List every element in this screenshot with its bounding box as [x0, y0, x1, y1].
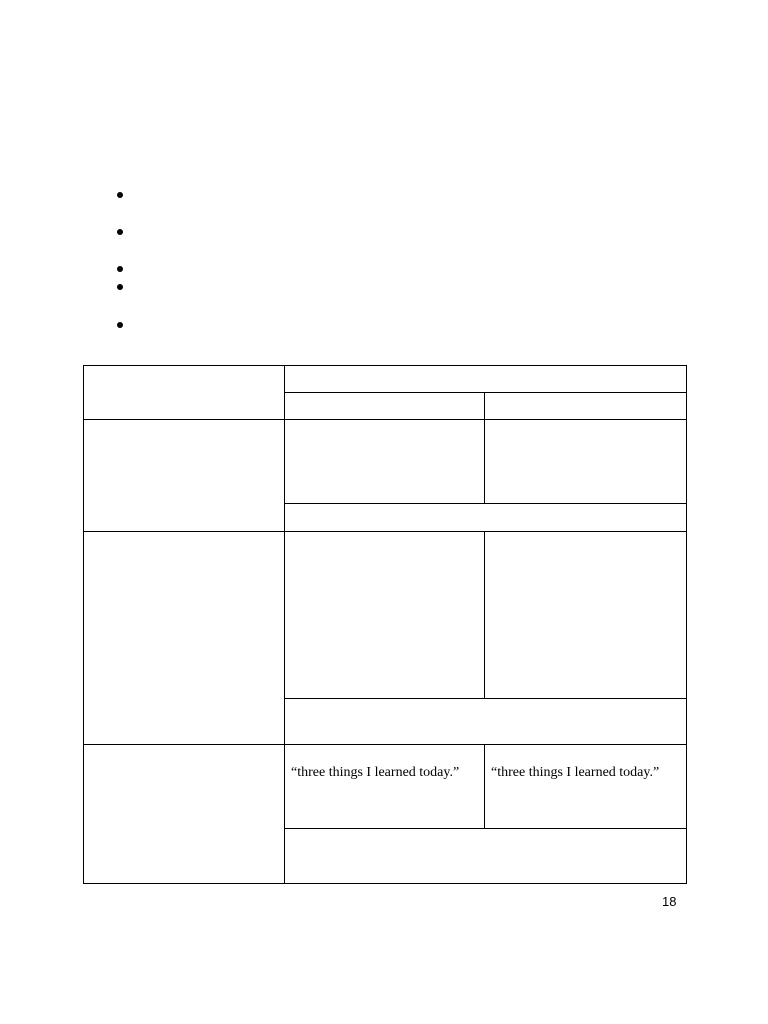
header-corner-cell — [84, 366, 285, 420]
table-row — [84, 745, 687, 829]
row-col1-cell — [285, 532, 485, 699]
bullet-point — [117, 266, 123, 272]
table-row — [84, 420, 687, 504]
bullet-point — [117, 229, 123, 235]
row-label-cell — [84, 745, 285, 884]
bullet-point — [117, 284, 123, 290]
bullet-point — [117, 192, 123, 198]
row-col1-cell — [285, 420, 485, 504]
row-col2-cell: “three things I learned today.” — [485, 745, 687, 829]
page-number: 18 — [662, 894, 677, 909]
row-col2-cell — [485, 532, 687, 699]
row-summary-cell — [285, 504, 687, 532]
row-summary-cell — [285, 829, 687, 884]
row-col1-cell: “three things I learned today.” — [285, 745, 485, 829]
header-col2-cell — [485, 393, 687, 420]
row-label-cell — [84, 532, 285, 745]
header-col1-cell — [285, 393, 485, 420]
header-group-cell — [285, 366, 687, 393]
bullet-point — [117, 322, 123, 328]
row-col2-cell — [485, 420, 687, 504]
table-header-row — [84, 366, 687, 393]
row-label-cell — [84, 420, 285, 532]
lesson-table — [83, 365, 687, 884]
table-row — [84, 532, 687, 699]
row-summary-cell — [285, 699, 687, 745]
bullet-list — [0, 0, 768, 340]
